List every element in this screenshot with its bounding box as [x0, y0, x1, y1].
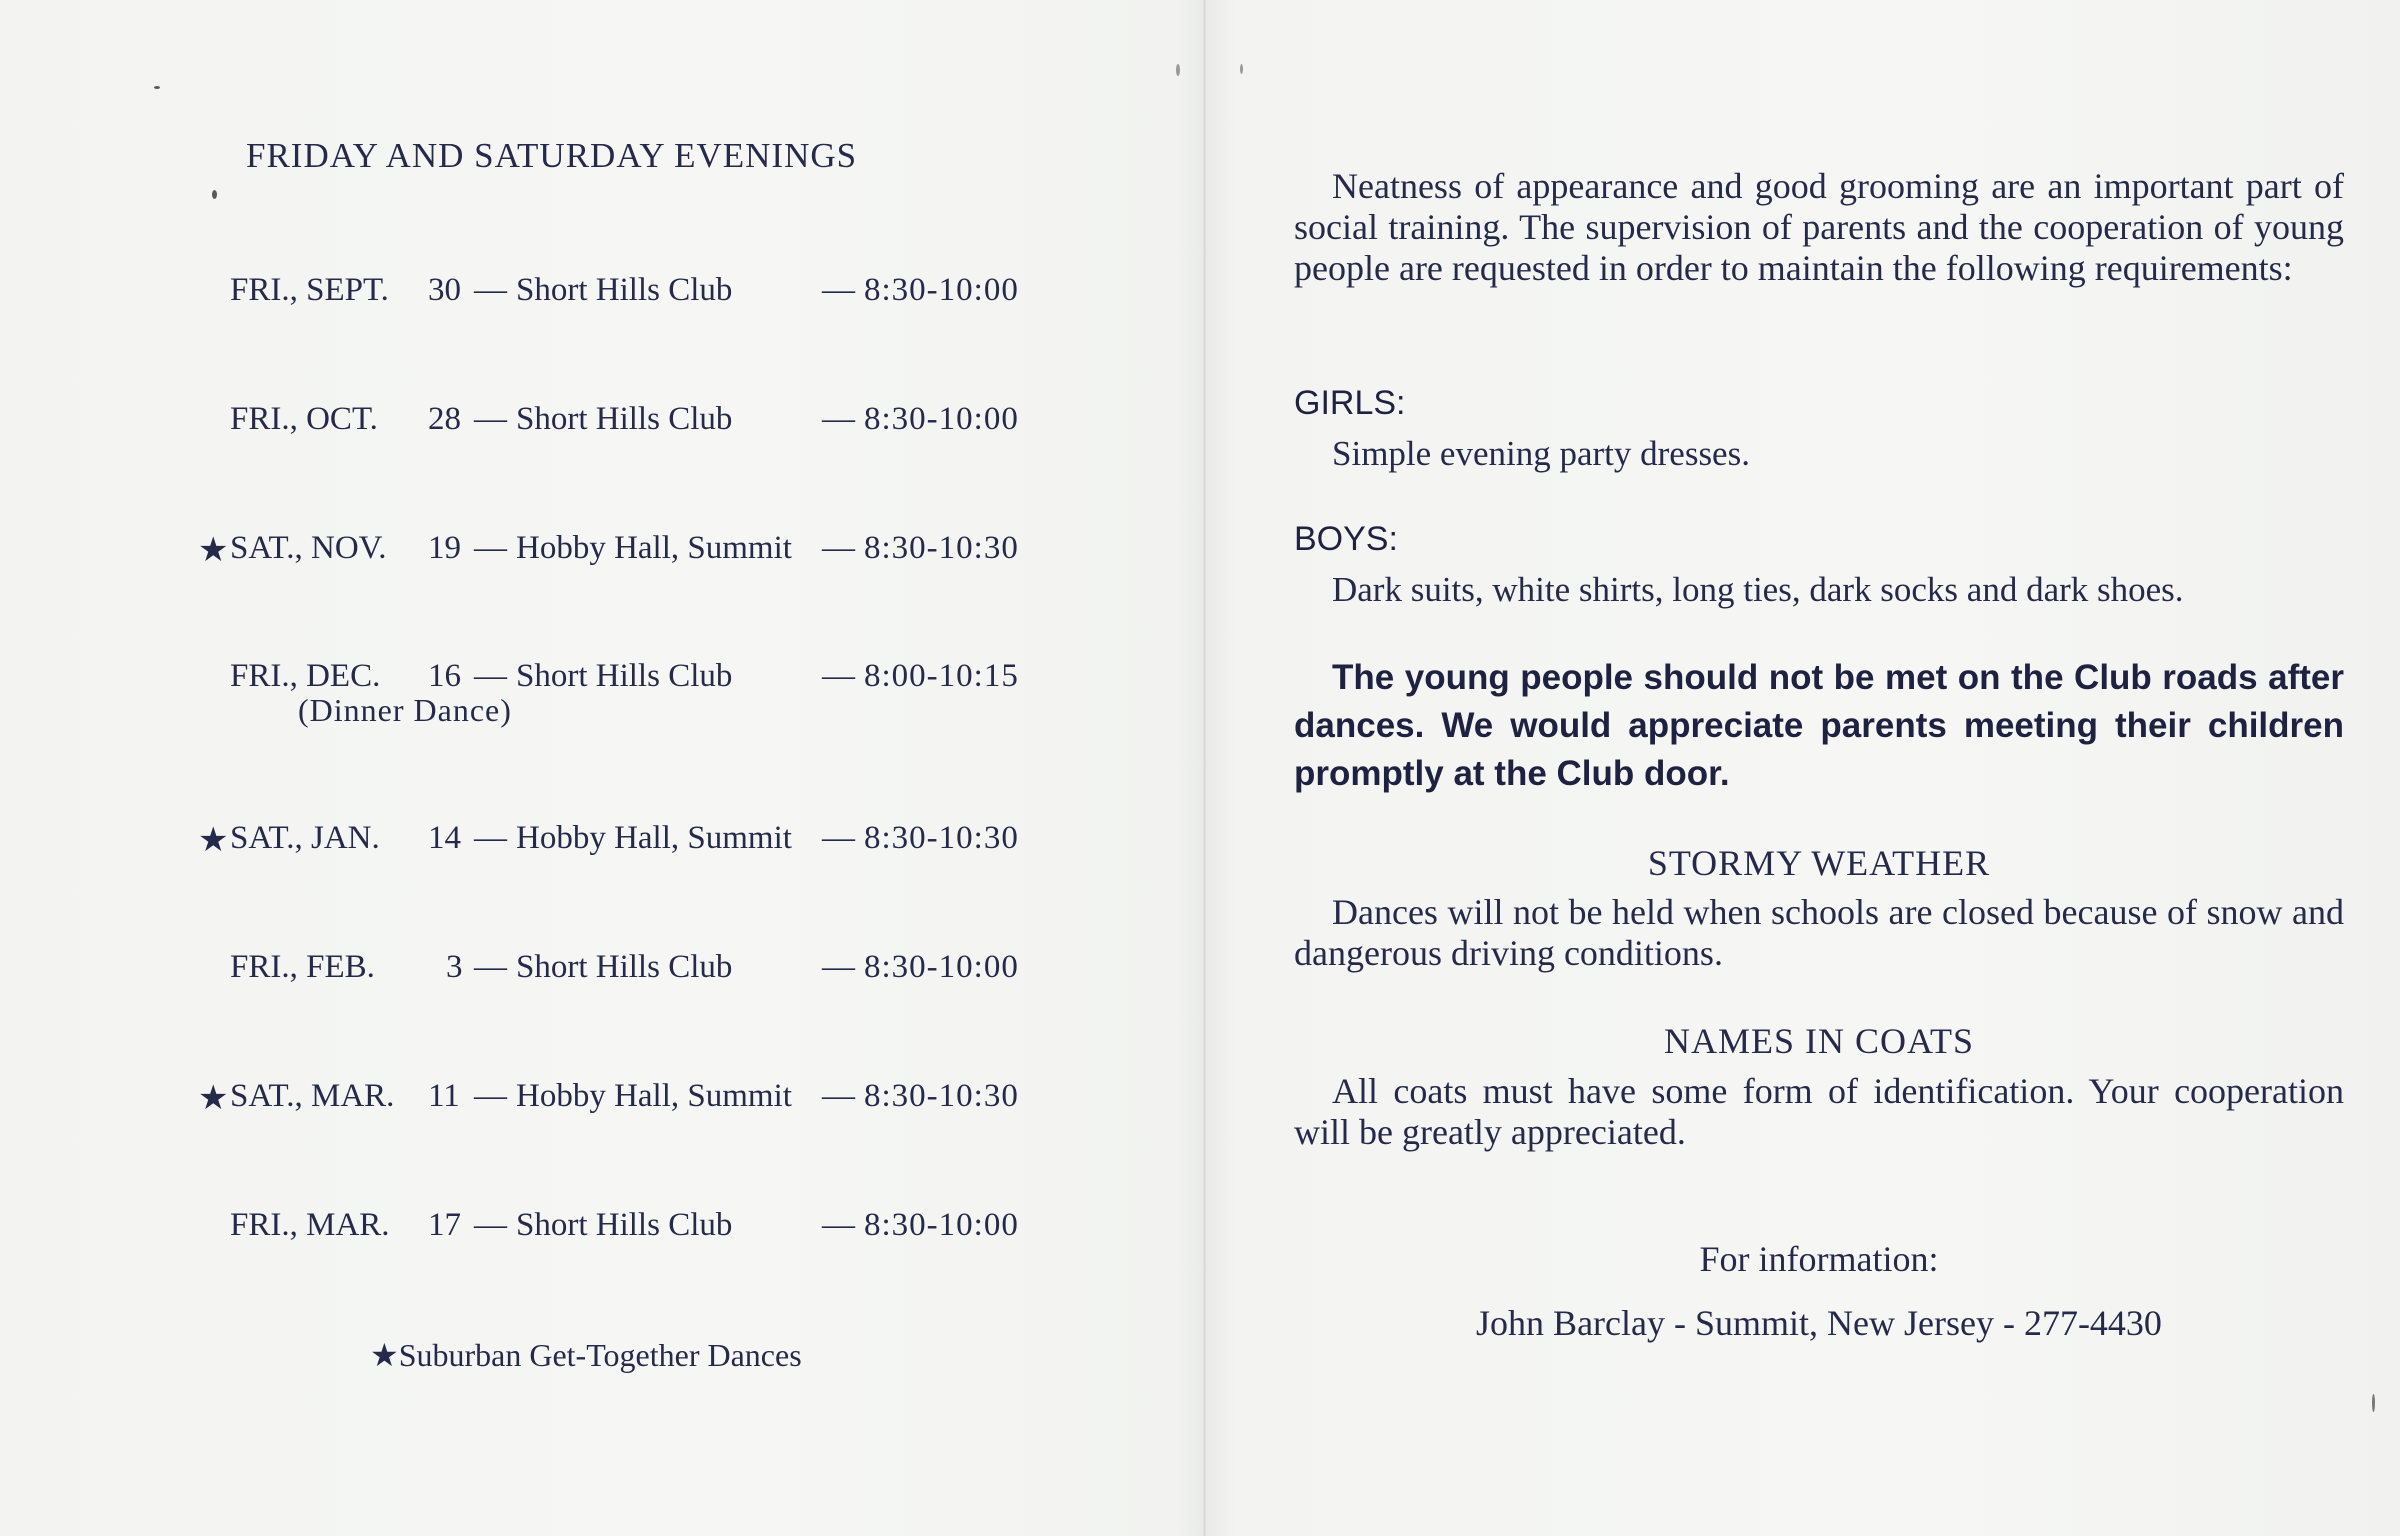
paper-speck — [2372, 1394, 2375, 1412]
intro-paragraph — [1294, 166, 2344, 289]
row-dash: — — [474, 272, 507, 308]
info-contact: John Barclay - Summit, New Jersey - 277-4430 — [1476, 1303, 2162, 1343]
girls-label: GIRLS: — [1294, 384, 1406, 422]
dinner-dance-note: (Dinner Dance) — [298, 692, 512, 728]
row-day: SAT., JAN. — [230, 820, 380, 856]
row-date: 19 — [428, 530, 461, 566]
center-fold — [1203, 0, 1206, 1536]
star-legend — [370, 1336, 802, 1374]
star-icon: ★ — [370, 1337, 399, 1373]
row-dash: — — [474, 949, 507, 985]
row-dash: — — [822, 401, 855, 437]
row-date: 11 — [428, 1078, 460, 1114]
row-venue: Hobby Hall, Summit — [516, 530, 792, 566]
row-time: 8:30-10:00 — [864, 401, 1019, 437]
row-dash: — — [474, 820, 507, 856]
row-date: 17 — [428, 1207, 461, 1243]
row-time: 8:30-10:00 — [864, 949, 1019, 985]
row-dash: — — [822, 1078, 855, 1114]
row-time: 8:30-10:30 — [864, 1078, 1019, 1114]
row-dash: — — [822, 272, 855, 308]
row-dash: — — [822, 658, 855, 694]
boys-label: BOYS: — [1294, 520, 1398, 558]
row-venue: Hobby Hall, Summit — [516, 820, 792, 856]
names-in-coats-text: All coats must have some form of identification. Your cooperation will be greatly appreciated. — [1294, 1071, 2344, 1152]
row-venue: Short Hills Club — [516, 1207, 733, 1243]
row-dash: — — [474, 1207, 507, 1243]
row-venue: Short Hills Club — [516, 272, 733, 308]
stormy-weather-heading: STORMY WEATHER — [1647, 843, 1991, 883]
star-icon: ★ — [198, 532, 229, 569]
info-label: For information: — [1699, 1239, 1939, 1279]
row-time: 8:30-10:30 — [864, 530, 1019, 566]
row-date: 28 — [428, 401, 461, 437]
row-time: 8:30-10:00 — [864, 272, 1019, 308]
row-time: 8:30-10:30 — [864, 820, 1019, 856]
schedule-heading: FRIDAY AND SATURDAY EVENINGS — [246, 136, 858, 175]
row-time: 8:00-10:15 — [864, 658, 1019, 694]
row-day: SAT., NOV. — [230, 530, 387, 566]
row-dash: — — [822, 1207, 855, 1243]
row-day: SAT., MAR. — [230, 1078, 395, 1114]
row-venue: Short Hills Club — [516, 658, 733, 694]
stormy-weather-text: Dances will not be held when schools are closed because of snow and dangerous driving conditions. — [1294, 892, 2344, 973]
row-dash: — — [474, 658, 507, 694]
pickup-notice-text: The young people should not be met on the Club roads after dances. We would appreciate parents meeting their children promptly at the Club door. — [1294, 658, 2344, 793]
legend-text: Suburban Get-Together Dances — [398, 1337, 802, 1373]
row-date: 16 — [428, 658, 461, 694]
star-icon: ★ — [198, 1080, 229, 1117]
stormy-weather-paragraph — [1294, 892, 2344, 974]
row-dash: — — [474, 1078, 507, 1114]
row-date: 3 — [446, 949, 463, 985]
row-dash: — — [822, 820, 855, 856]
names-in-coats-heading: NAMES IN COATS — [1663, 1021, 1975, 1061]
row-date: 14 — [428, 820, 461, 856]
row-dash: — — [822, 530, 855, 566]
girls-requirement: Simple evening party dresses. — [1332, 434, 1750, 473]
row-dash: — — [474, 530, 507, 566]
row-dash: — — [474, 401, 507, 437]
row-day: FRI., SEPT. — [230, 272, 389, 308]
names-in-coats-paragraph — [1294, 1071, 2344, 1153]
row-venue: Short Hills Club — [516, 401, 733, 437]
row-date: 30 — [428, 272, 461, 308]
star-icon: ★ — [198, 822, 229, 859]
row-day: FRI., OCT. — [230, 401, 378, 437]
row-day: FRI., FEB. — [230, 949, 375, 985]
row-day: FRI., DEC. — [230, 658, 381, 694]
row-day: FRI., MAR. — [230, 1207, 390, 1243]
row-time: 8:30-10:00 — [864, 1207, 1019, 1243]
boys-requirement: Dark suits, white shirts, long ties, dark socks and dark shoes. — [1332, 570, 2184, 609]
pickup-notice — [1294, 654, 2344, 798]
row-venue: Hobby Hall, Summit — [516, 1078, 792, 1114]
row-dash: — — [822, 949, 855, 985]
row-venue: Short Hills Club — [516, 949, 733, 985]
intro-text: Neatness of appearance and good grooming are an important part of social training. The supervision of parents and the cooperation of young people are requested in order to maintain the following requirements: — [1294, 166, 2344, 288]
paper-speck — [1240, 64, 1243, 74]
